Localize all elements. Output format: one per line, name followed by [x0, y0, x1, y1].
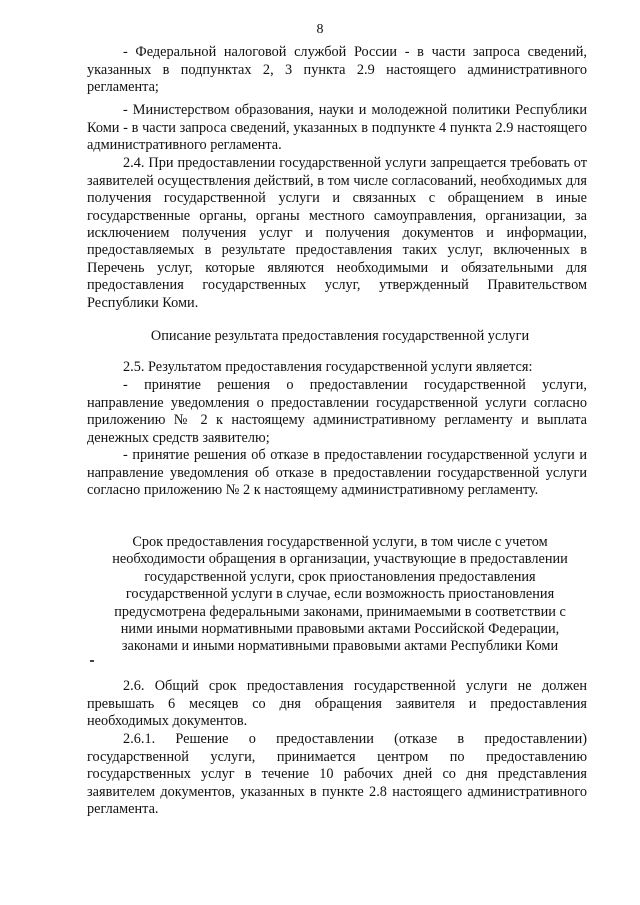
page-number: 8 [316, 22, 324, 37]
paragraph-decision-grant: - принятие решения о предоставлении государственной услуги, направление уведомления о предоставлении государственной услуги согласно приложению № 2 к настоящему административному регламенту и выплата денежных средств заявителю; [87, 377, 587, 446]
paragraph-2-4: 2.4. При предоставлении государственной услуги запрещается требовать от заявителей осуществления действий, в том числе согласований, необходимых для получения государственной услуги и связанных с обращением в иные государственные органы, органы местного самоуправления, организации, за исключением получения услуг и получения документов и информации, предоставляемых в результате предоставления таких услуг, включенных в Перечень услуг, которые являются необходимыми и обязательными для предоставления государственных услуг, утвержденный Правительством Республики Коми. [87, 155, 587, 311]
heading-line: предусмотрена федеральными законами, принимаемыми в соответствии с [114, 603, 566, 620]
heading-result-description [80, 328, 600, 345]
heading-line: Срок предоставления государственной услуги, в том числе с учетом [132, 534, 548, 550]
heading-line: ними иными нормативными правовыми актами Российской Федерации, [120, 621, 560, 638]
scan-mark [90, 660, 94, 662]
heading-line: законами и иными нормативными правовыми актами Республики Коми [121, 638, 559, 655]
heading-line: государственной услуги, срок приостановления предоставления [144, 568, 536, 585]
heading-line: государственной услуги в случае, если возможность приостановления [125, 586, 555, 603]
paragraph-2-6-1: 2.6.1. Решение о предоставлении (отказе в предоставлении) государственной услуги, принимается центром по предоставлению государственных услуг в течение 10 рабочих дней со дня представления заявителем документов, указанных в пункте 2.8 настоящего административного регламента. [87, 731, 587, 817]
paragraph-2-6: 2.6. Общий срок предоставления государственной услуги не должен превышать 6 месяцев со дня обращения заявителя и предоставления необходимых документов. [87, 678, 587, 730]
paragraph-ministry-education: - Министерством образования, науки и молодежной политики Республики Коми - в части запроса сведений, указанных в подпункте 4 пункта 2.9 настоящего административного регламента. [87, 102, 587, 154]
paragraph-2-5: 2.5. Результатом предоставления государственной услуги является: [123, 359, 533, 376]
paragraph-decision-refusal: - принятие решения об отказе в предоставлении государственной услуги и направление уведомления об отказе в предоставлении государственной услуги согласно приложению № 2 к настоящему административному регламенту. [87, 447, 587, 499]
paragraph-federal-tax-service: - Федеральной налоговой службой России - в части запроса сведений, указанных в подпунктах 2, 3 пункта 2.9 настоящего административного регламента; [87, 44, 587, 96]
heading-service-term [80, 534, 600, 656]
heading-line: необходимости обращения в организации, участвующие в предоставлении [112, 551, 568, 568]
heading-line: Описание результата предоставления государственной услуги [150, 328, 530, 344]
